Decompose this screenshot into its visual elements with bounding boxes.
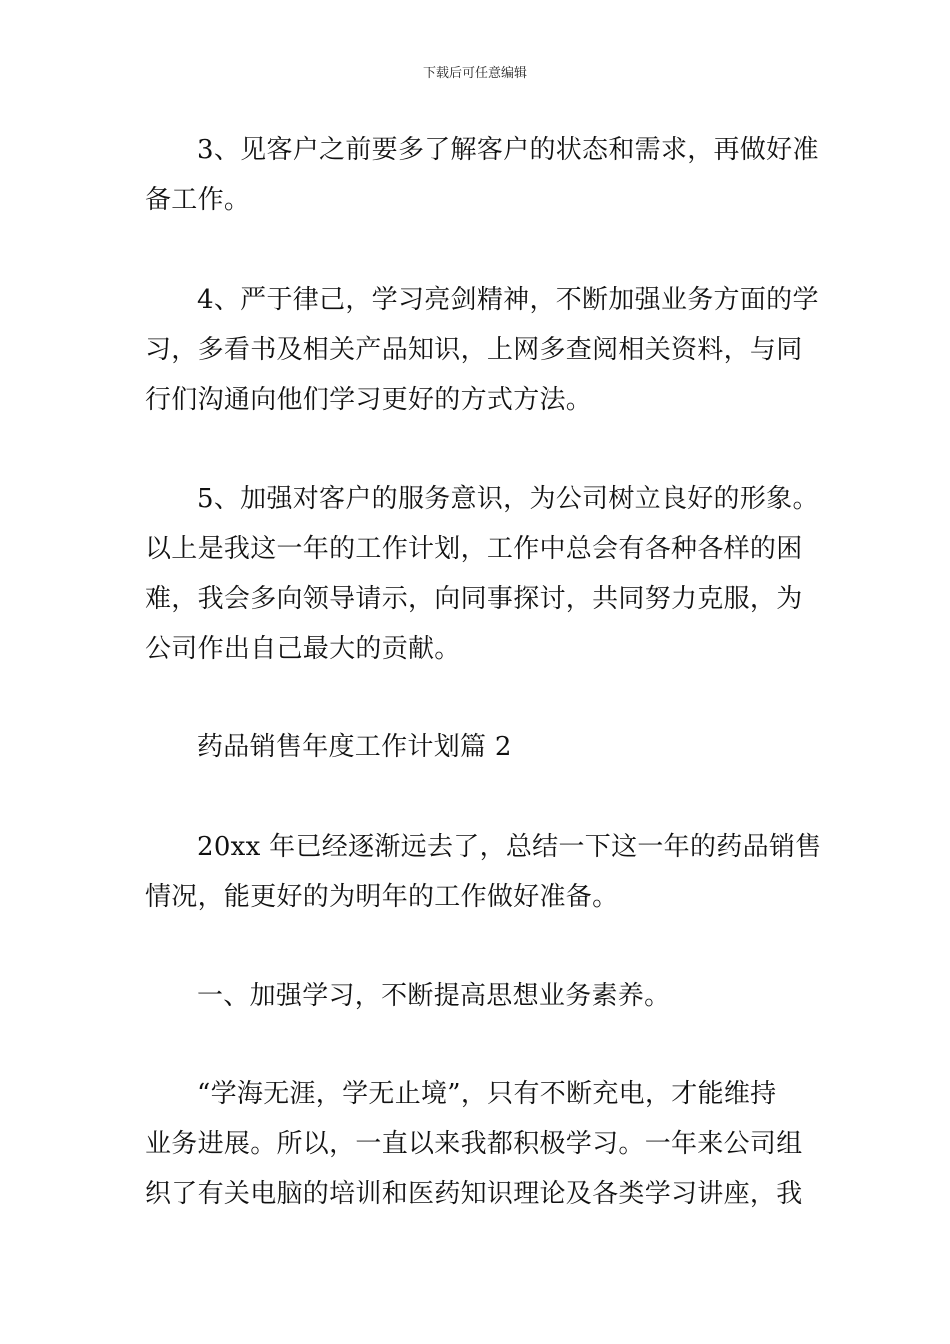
paragraph-intro [145, 822, 822, 922]
text-line: 4、严于律己，学习亮剑精神，不断加强业务方面的学 [197, 285, 819, 315]
text-line: “学海无涯，学无止境”，只有不断充电，才能维持 [197, 1079, 777, 1109]
text-line: 备工作。 [145, 185, 251, 215]
paragraph-5 [145, 474, 819, 674]
text-line: 情况，能更好的为明年的工作做好准备。 [145, 882, 619, 912]
text-line: 一、加强学习，不断提高思想业务素养。 [197, 981, 671, 1011]
text-line: 织了有关电脑的培训和医药知识理论及各类学习讲座，我 [145, 1179, 803, 1209]
text-line: 以上是我这一年的工作计划，工作中总会有各种各样的困 [145, 534, 803, 564]
paragraph-3 [145, 125, 819, 225]
text-line: 习，多看书及相关产品知识，上网多查阅相关资料，与同 [145, 335, 803, 365]
text-line: 3、见客户之前要多了解客户的状态和需求，再做好准 [197, 135, 819, 165]
page-header: 下载后可任意编辑 [422, 66, 527, 81]
paragraph-section-one [145, 971, 810, 1021]
text-line: 难，我会多向领导请示，向同事探讨，共同努力克服，为 [145, 584, 803, 614]
paragraph-4 [145, 275, 819, 425]
section-heading [145, 722, 810, 772]
text-line: 业务进展。所以，一直以来我都积极学习。一年来公司组 [145, 1129, 803, 1159]
text-line: 5、加强对客户的服务意识，为公司树立良好的形象。 [197, 484, 819, 514]
text-line: 药品销售年度工作计划篇 2 [197, 732, 512, 762]
text-line: 行们沟通向他们学习更好的方式方法。 [145, 385, 593, 415]
paragraph-learning [145, 1069, 810, 1219]
text-line: 公司作出自己最大的贡献。 [145, 634, 461, 664]
text-line: 20xx 年已经逐渐远去了，总结一下这一年的药品销售 [197, 832, 822, 862]
